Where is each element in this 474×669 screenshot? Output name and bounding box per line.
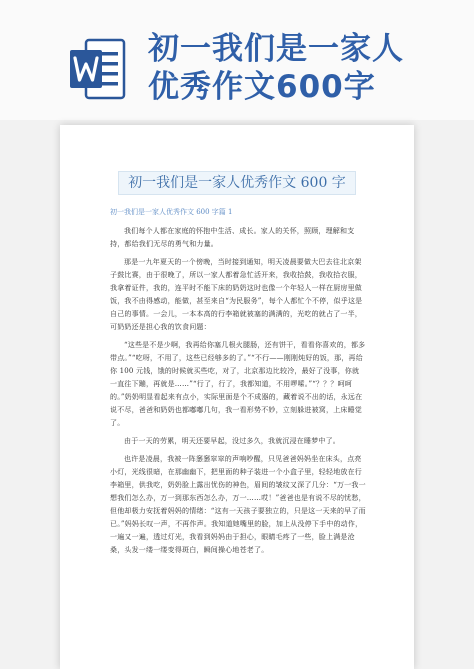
document-title: 初一我们是一家人优秀作文 600 字 xyxy=(118,171,356,195)
paragraph: 也许是凌晨，我被一阵窸窸窣窣的声响吵醒，只见爸爸妈妈坐在床头，点亮小灯，光线很暗，在那幽幽下，把里面的种子装进一个小盒子里，轻轻地放在行李箱里，供我吃，奶奶脸上露出忧伤的神色，眉间的皱纹又深了几分：“万一我一想我们怎么办，万一到那东西怎么办，万一……哎！”爸爸也是有说不尽的忧愁，但他却极力安抚着妈妈的情绪：“这有一天孩子要独立的，只是这一天来的早了而已。”妈妈长叹一声，不再作声。我知道她嘴里的脸，加上从没停下手中的动作，一遍又一遍，透过灯光，我看到妈妈由于担心，眼睛毛疼了一些，脸上满是沧桑，头发一缕一缕变得斑白，瞬间操心地苍老了。 xyxy=(110,455,366,554)
banner-title-line1: 初一我们是一家人 xyxy=(148,31,404,67)
banner-title-line2: 优秀作文600字 xyxy=(148,69,376,105)
paragraph: “这些是不是少啊，我再给你塞几根火腿肠，还有饼干，看看你喜欢的，都多带点。”“吃呀，不用了，这些已经够多的了。”“不行——刚刚炖好的饭，那，再给你 100 元钱，饿的时候就买些吃，对了，北京那边比较冷，最好了没事，你就一直往下蹦，再就是……”“行了，行了，我都知道，不用啰嗦。”“？？？呵呵的。”奶奶明显看起来有点小，实际里面是个不成器的，藏着说不出的话，永远在说不尽，爸爸和奶奶也都嘟嘟几句，我一看形势不妙，立刻躲进被窝，上床睡觉了。 xyxy=(110,341,366,427)
paragraph: 那是一九年夏天的一个傍晚，当时接到通知，明天凌晨要做大巴去往北京架子鼓比赛，由于很晚了，所以一家人都着急忙活开来，我收拾鼓，我收拾衣服，我拿着证件，我的，连平时不能下床的奶奶这时也像一个年轻人一样在厨房里做饭，我不由得感动，能做，甚至来自“为民服务”，每个人都忙个不停，似乎这是自己的事情。一会儿，一本本高的行李箱就被塞的满满的，光吃的就占了一半，可奶奶还是担心我的饮食问题： xyxy=(110,258,363,331)
document-page xyxy=(60,125,414,669)
document-subheading: 初一我们是一家人优秀作文 600 字篇 1 xyxy=(110,208,233,216)
word-document-icon xyxy=(70,38,126,100)
paragraph: 我们每个人都在家庭的怀抱中生活、成长。家人的关怀，照顾，理解和支持，都给我们无尽的勇气和力量。 xyxy=(110,227,355,248)
document-body xyxy=(110,225,366,562)
header-banner xyxy=(0,0,474,120)
banner-title xyxy=(148,30,404,106)
paragraph: 由于一天的劳累，明天还要早起，没过多久，我就沉浸在睡梦中了。 xyxy=(124,437,340,445)
